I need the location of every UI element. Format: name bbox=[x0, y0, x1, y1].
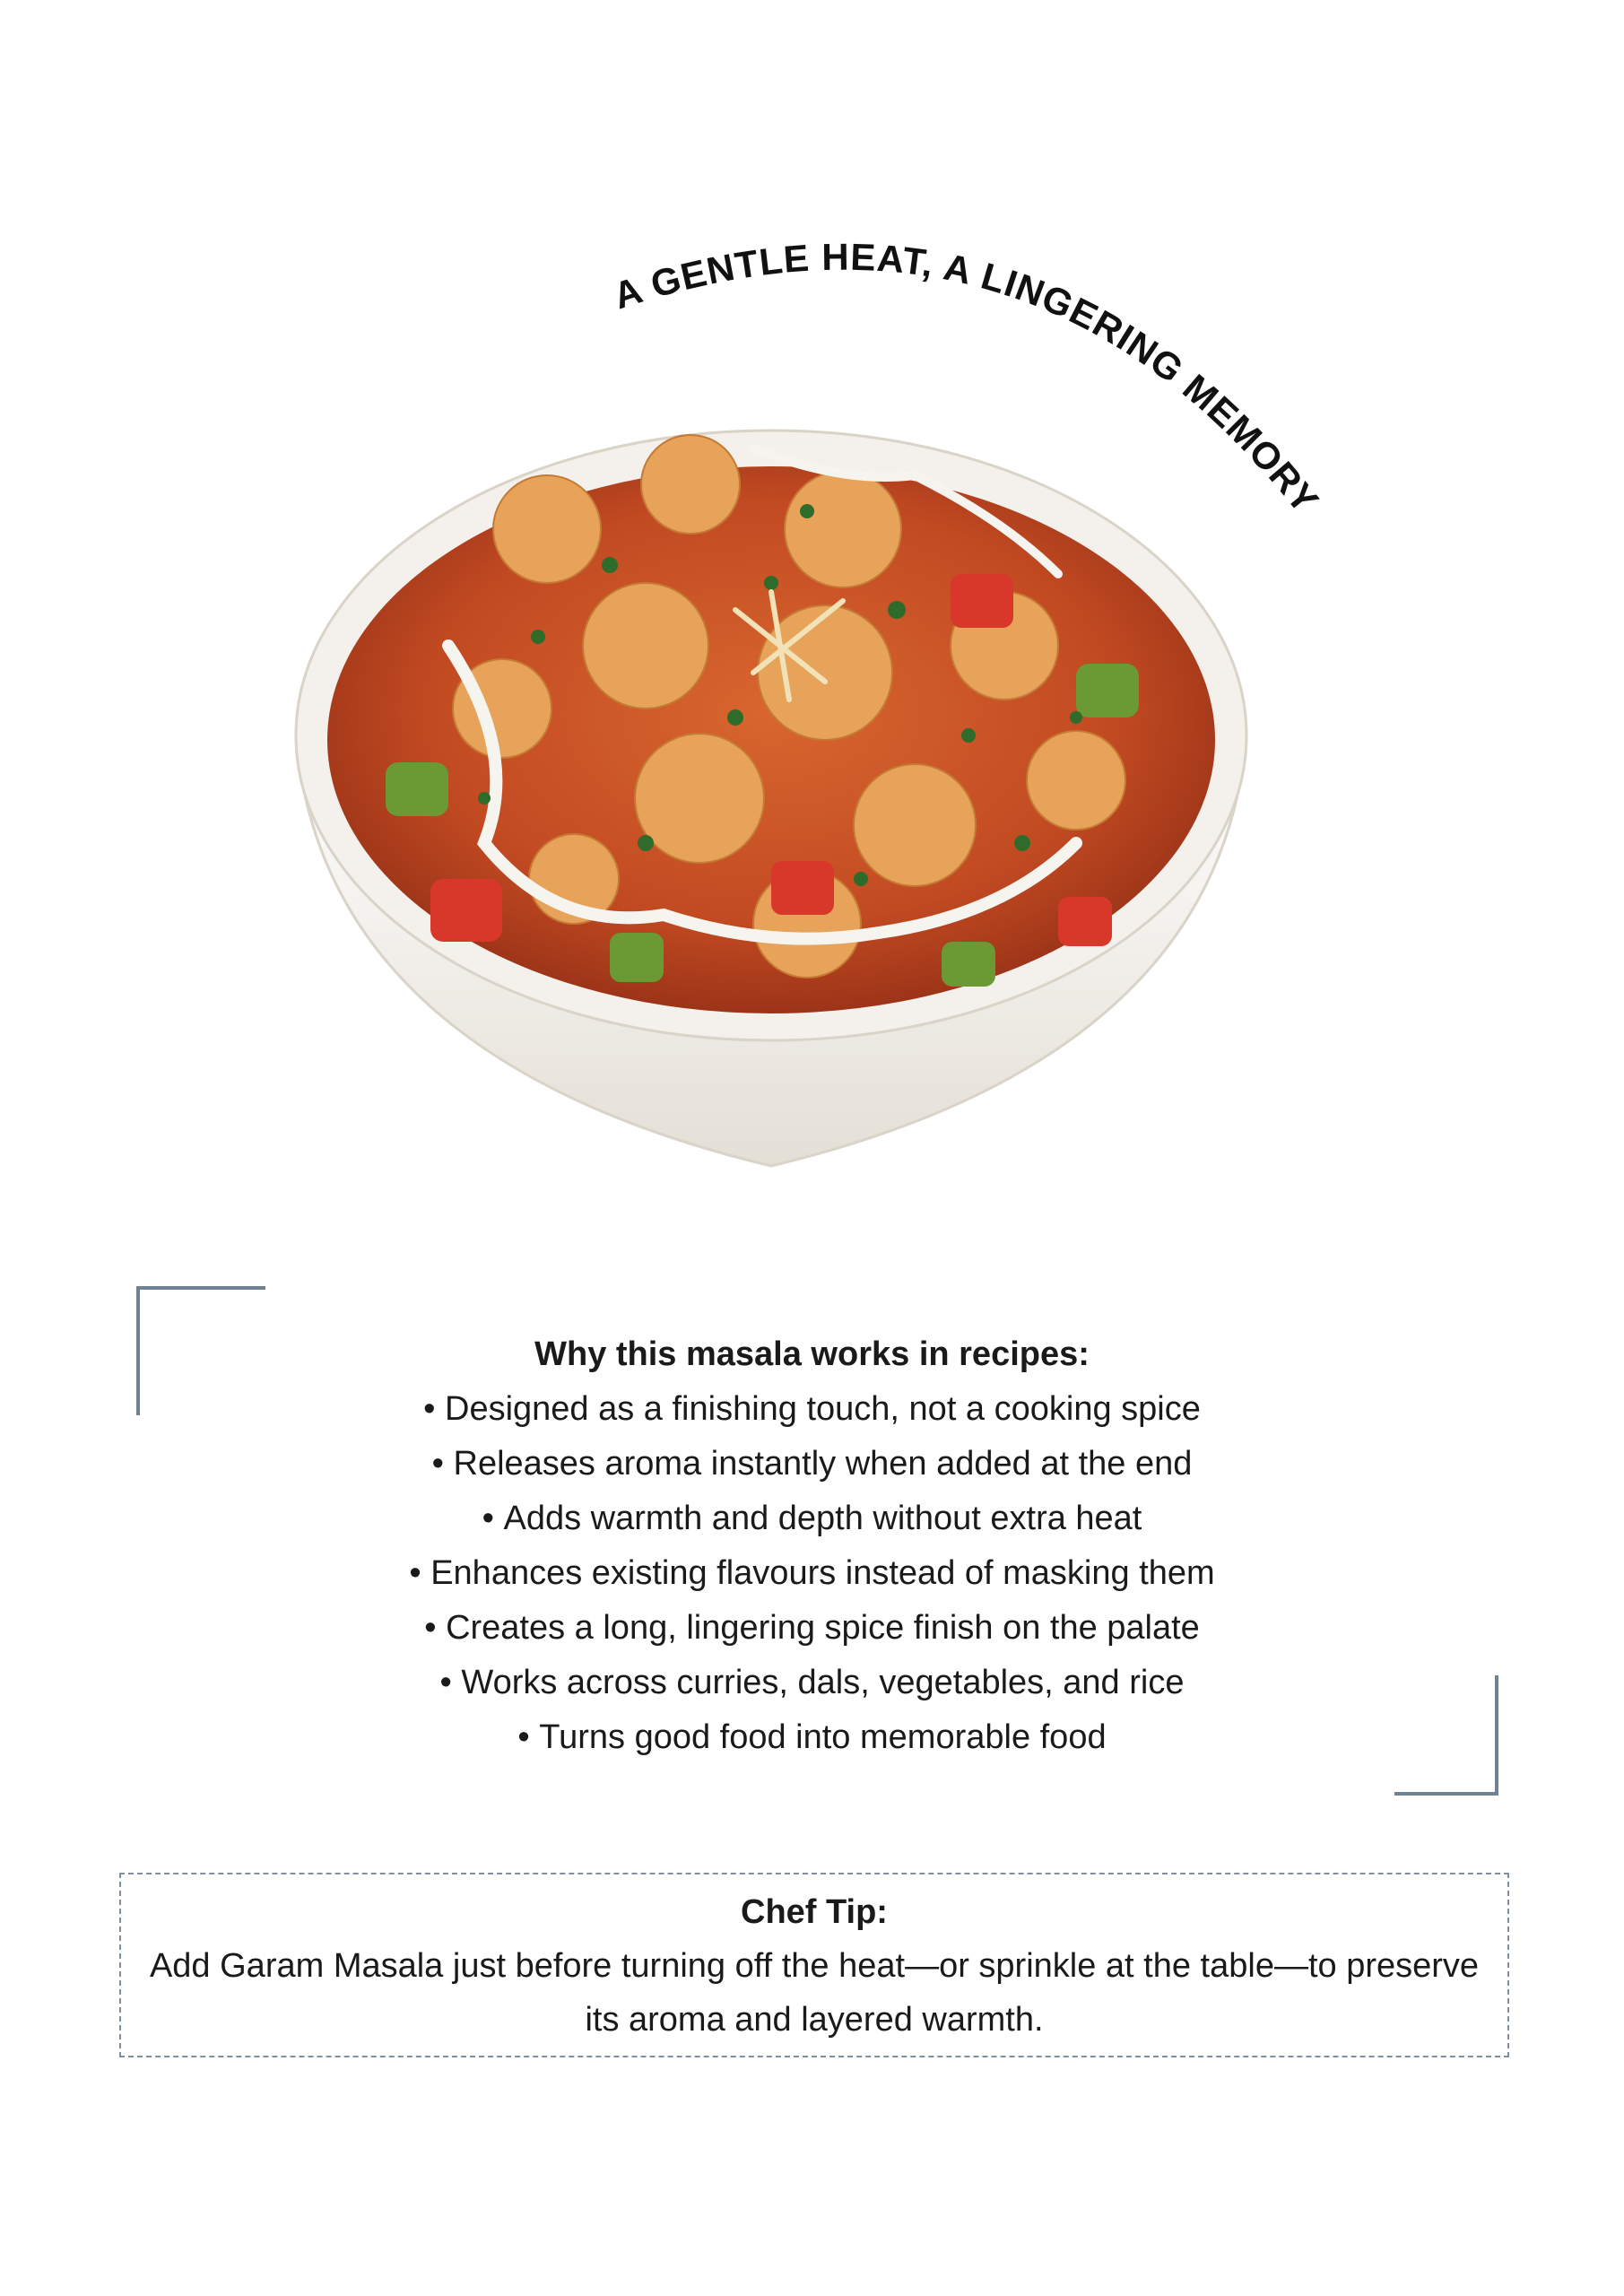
corner-bracket-bottom-right bbox=[1394, 1675, 1498, 1796]
why-section bbox=[269, 1327, 1355, 1765]
tagline-textpath: A GENTLE HEAT, A LINGERING MEMORY bbox=[608, 235, 1328, 522]
why-item: • Turns good food into memorable food bbox=[269, 1710, 1355, 1765]
why-item: • Works across curries, dals, vegetables, and rice bbox=[269, 1656, 1355, 1710]
curry-bowl-image bbox=[269, 377, 1273, 1184]
why-item: • Enhances existing flavours instead of masking them bbox=[269, 1546, 1355, 1601]
why-item: • Designed as a finishing touch, not a cooking spice bbox=[269, 1382, 1355, 1437]
why-item: • Adds warmth and depth without extra heat bbox=[269, 1492, 1355, 1546]
chef-tip-box bbox=[119, 1873, 1509, 2057]
why-heading: Why this masala works in recipes: bbox=[534, 1335, 1090, 1373]
why-item: • Creates a long, lingering spice finish on the palate bbox=[269, 1601, 1355, 1656]
corner-bracket-top-left bbox=[136, 1286, 265, 1415]
chef-tip-body: Add Garam Masala just before turning off the heat—or sprinkle at the table—to preserve its aroma and layered warmth. bbox=[149, 1947, 1480, 2039]
chef-tip-heading: Chef Tip: bbox=[741, 1893, 888, 1931]
why-item: • Releases aroma instantly when added at the end bbox=[269, 1437, 1355, 1492]
why-list bbox=[269, 1382, 1355, 1765]
